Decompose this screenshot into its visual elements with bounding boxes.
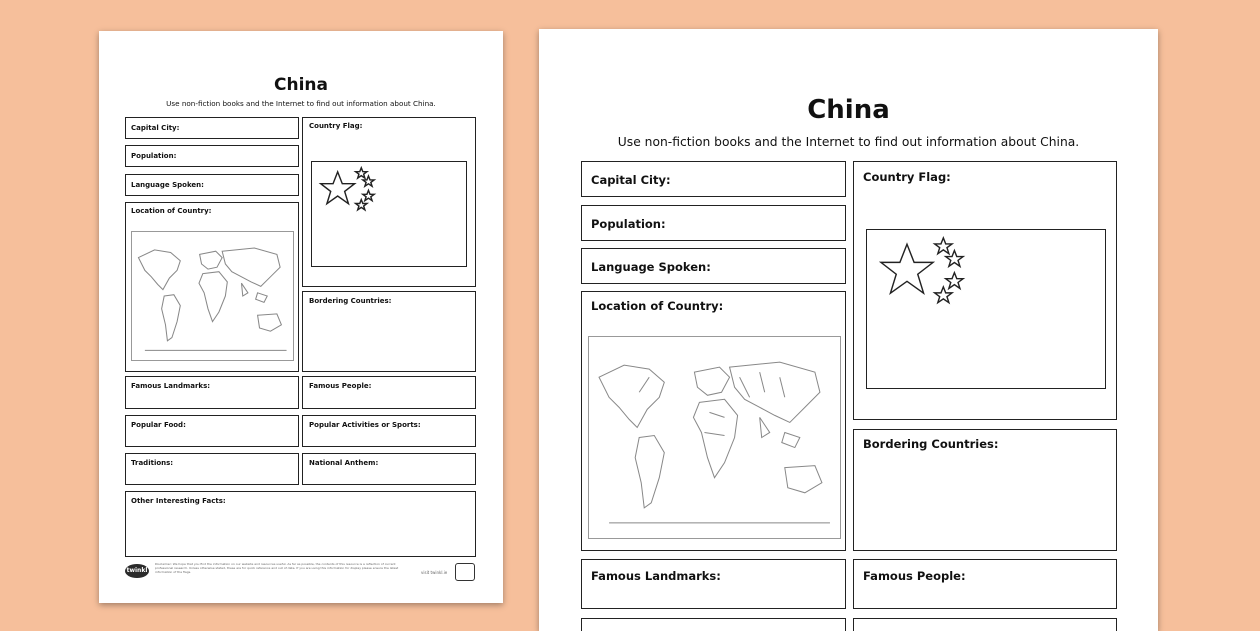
- landmarks-box[interactable]: [125, 376, 299, 409]
- zoomed-bordering-label: Bordering Countries:: [863, 437, 999, 451]
- footer-visit: visit twinkl.ie: [421, 570, 448, 575]
- flag-box[interactable]: [302, 117, 476, 287]
- zoomed-population-box[interactable]: [581, 205, 846, 241]
- anthem-label: National Anthem:: [309, 459, 379, 467]
- flag-stars-icon: [312, 162, 466, 266]
- location-box[interactable]: [125, 202, 299, 372]
- zoomed-flag-stars-icon: [867, 230, 1105, 388]
- food-box[interactable]: [125, 415, 299, 447]
- language-label: Language Spoken:: [131, 181, 204, 189]
- zoomed-food-box[interactable]: [581, 618, 846, 631]
- zoomed-location-box[interactable]: [581, 291, 846, 551]
- twinkl-logo: twinkl: [125, 564, 149, 578]
- zoomed-activities-box[interactable]: [853, 618, 1117, 631]
- zoomed-bordering-box[interactable]: [853, 429, 1117, 551]
- population-box[interactable]: [125, 145, 299, 167]
- food-label: Popular Food:: [131, 421, 186, 429]
- page-title: China: [274, 75, 328, 95]
- zoomed-page-subtitle: Use non-fiction books and the Internet to find out information about China.: [617, 135, 1080, 149]
- anthem-box[interactable]: [302, 453, 476, 485]
- zoomed-capital-city-box[interactable]: [581, 161, 846, 197]
- zoomed-population-label: Population:: [591, 217, 666, 231]
- traditions-box[interactable]: [125, 453, 299, 485]
- zoomed-people-label: Famous People:: [863, 569, 966, 583]
- zoomed-china-flag: [866, 229, 1106, 389]
- zoomed-landmarks-box[interactable]: [581, 559, 846, 609]
- zoomed-world-map: [588, 336, 841, 539]
- people-label: Famous People:: [309, 382, 372, 390]
- zoomed-landmarks-label: Famous Landmarks:: [591, 569, 721, 583]
- worksheet-thumbnail: [99, 31, 503, 603]
- traditions-label: Traditions:: [131, 459, 174, 467]
- activities-box[interactable]: [302, 415, 476, 447]
- world-map: [131, 231, 294, 361]
- zoomed-language-box[interactable]: [581, 248, 846, 284]
- flag-label: Country Flag:: [309, 122, 363, 130]
- zoomed-language-label: Language Spoken:: [591, 260, 711, 274]
- footer-badge-icon: [455, 563, 475, 581]
- location-label: Location of Country:: [131, 207, 212, 215]
- world-map-icon: [132, 232, 293, 360]
- china-flag: [311, 161, 467, 267]
- zoomed-capital-city-label: Capital City:: [591, 173, 671, 187]
- language-box[interactable]: [125, 174, 299, 196]
- zoomed-flag-box[interactable]: [853, 161, 1117, 420]
- landmarks-label: Famous Landmarks:: [131, 382, 211, 390]
- zoomed-flag-label: Country Flag:: [863, 170, 951, 184]
- zoomed-people-box[interactable]: [853, 559, 1117, 609]
- zoomed-world-map-icon: [589, 337, 840, 538]
- capital-city-box[interactable]: [125, 117, 299, 139]
- facts-label: Other Interesting Facts:: [131, 497, 226, 505]
- population-label: Population:: [131, 152, 177, 160]
- worksheet-zoomed: [539, 29, 1158, 631]
- zoomed-page-title: China: [807, 95, 890, 125]
- activities-label: Popular Activities or Sports:: [309, 421, 421, 429]
- bordering-box[interactable]: [302, 291, 476, 372]
- capital-city-label: Capital City:: [131, 124, 180, 132]
- bordering-label: Bordering Countries:: [309, 297, 392, 305]
- facts-box[interactable]: [125, 491, 476, 557]
- page-subtitle: Use non-fiction books and the Internet to find out information about China.: [166, 99, 436, 108]
- people-box[interactable]: [302, 376, 476, 409]
- zoomed-location-label: Location of Country:: [591, 299, 724, 313]
- footer-disclaimer: Disclaimer: We hope that you find the information on our website and resources useful. As far as possible, the contents of this resource is a reflection of current professional research. Unless otherwise stated, these are for quick reference and out of date. If you are using this information for display please ensure the latest information of the flags.: [155, 562, 399, 574]
